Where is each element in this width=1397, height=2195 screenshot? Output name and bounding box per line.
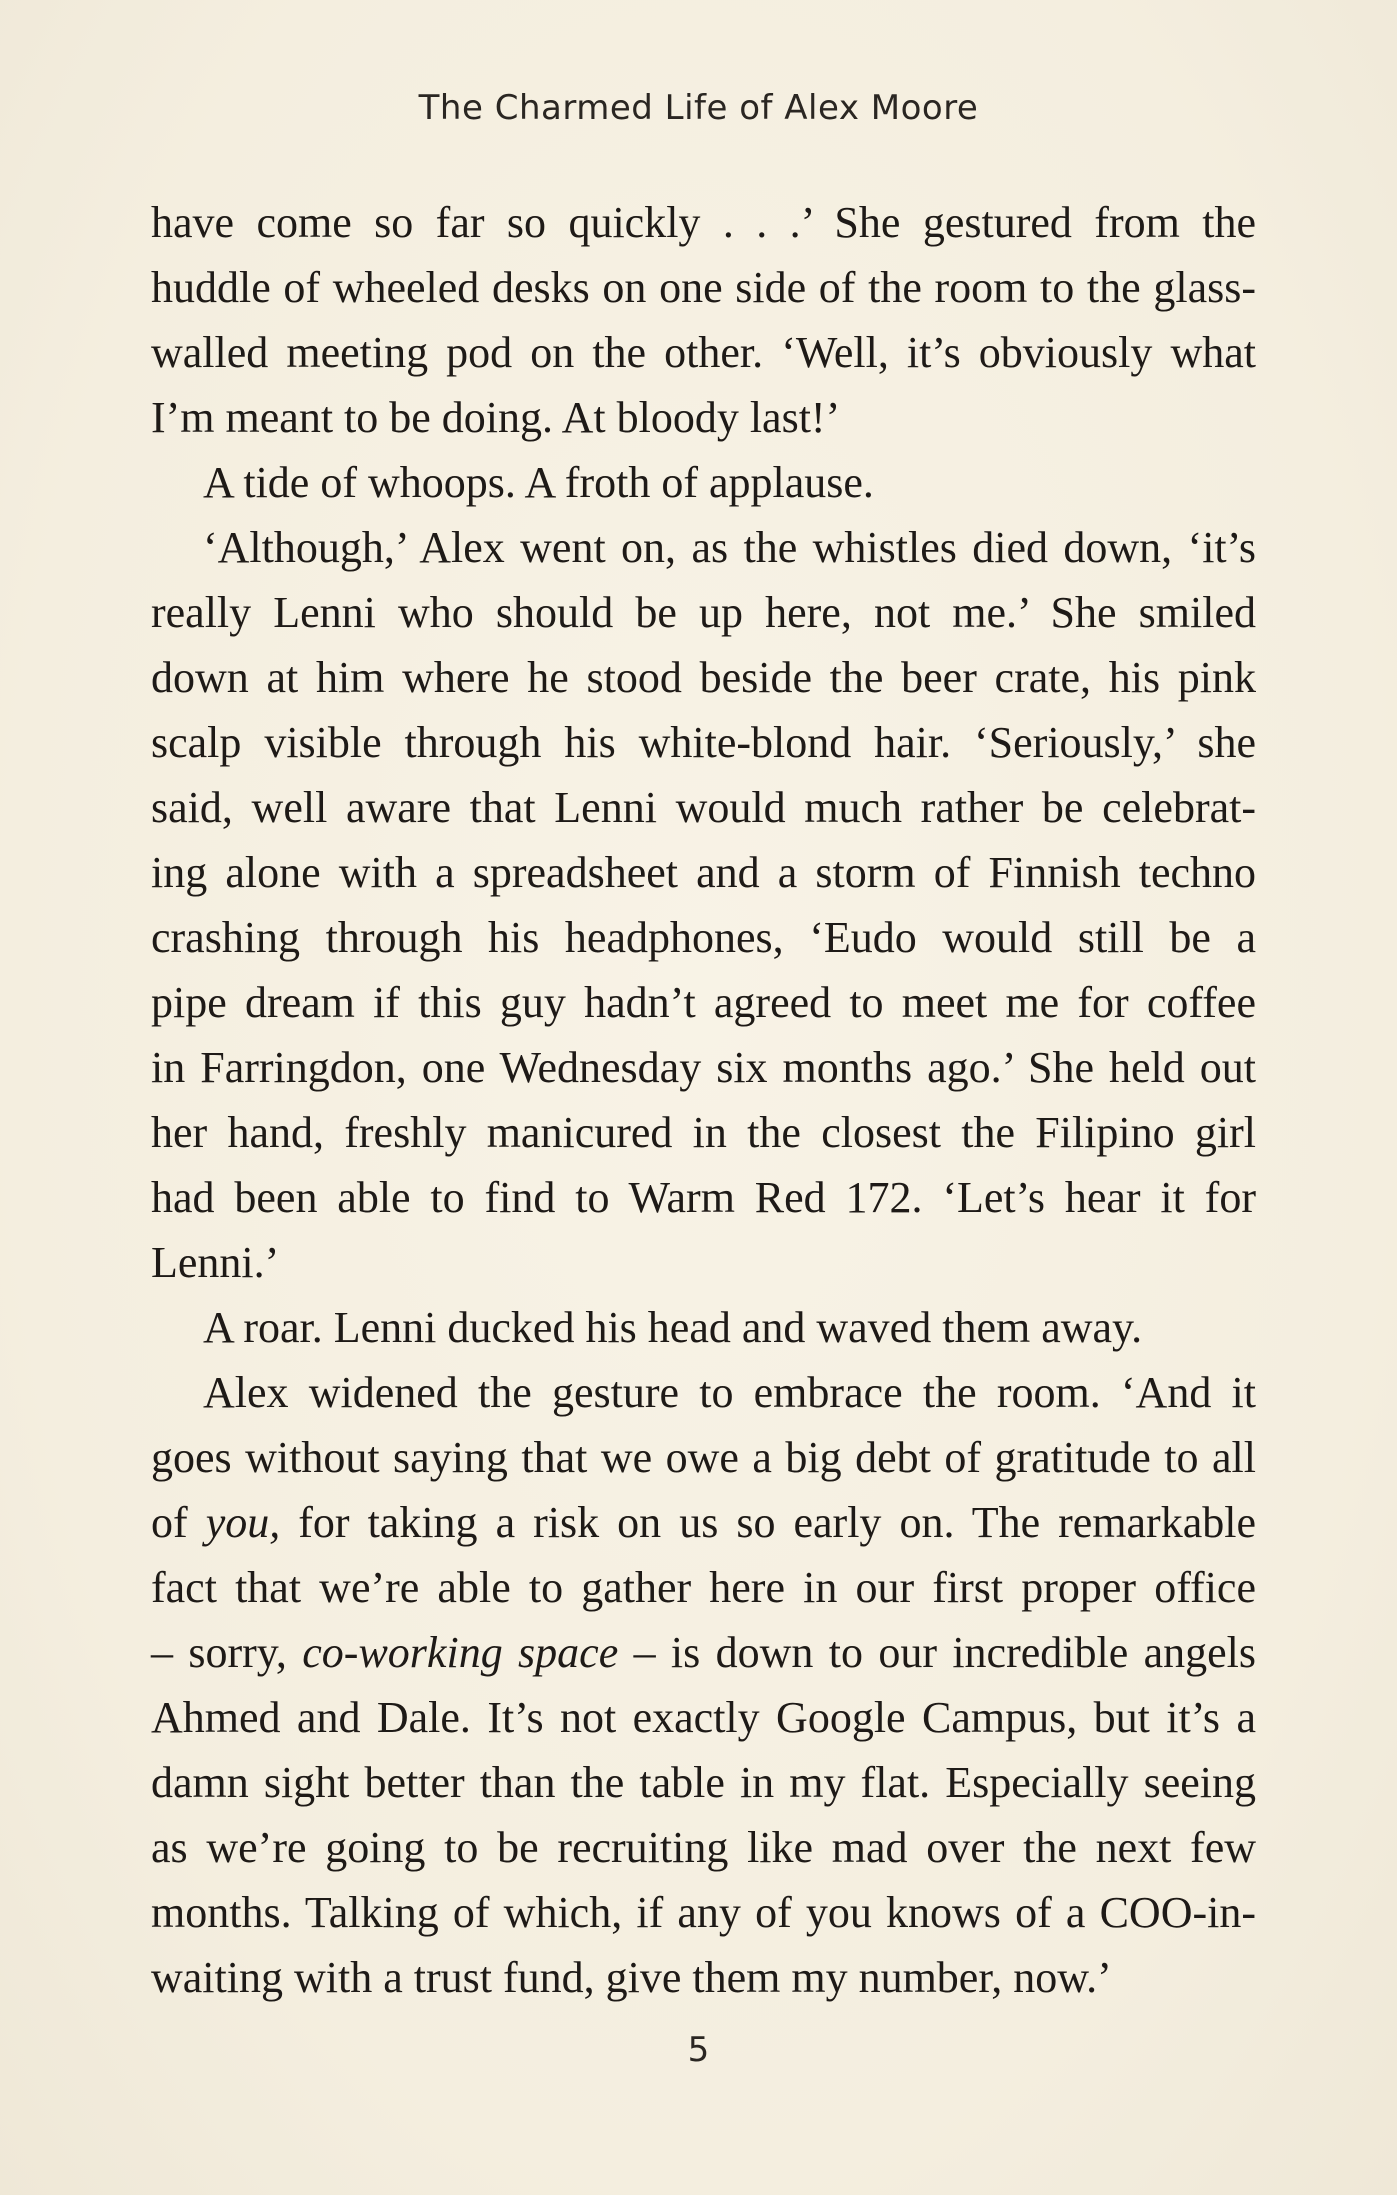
text-line: walled meeting pod on the other. ‘Well, it’s obviously what: [151, 328, 1256, 377]
text-line: ing alone with a spreadsheet and a storm of Finnish techno: [151, 848, 1256, 897]
text-line: down at him where he stood beside the beer crate, his pink: [151, 653, 1256, 702]
text-line: waiting with a trust fund, give them my number, now.’: [151, 1953, 1112, 2002]
text-line: scalp visible through his white-blond hair. ‘Seriously,’ she: [151, 718, 1256, 767]
text-line: Alex widened the gesture to embrace the room. ‘And it: [203, 1368, 1256, 1417]
text-line: said, well aware that Lenni would much rather be celebrat-: [151, 783, 1256, 832]
text-line: had been able to find to Warm Red 172. ‘Let’s hear it for: [151, 1173, 1256, 1222]
text-line: pipe dream if this guy hadn’t agreed to meet me for coffee: [151, 978, 1256, 1027]
text-line: ‘Although,’ Alex went on, as the whistles died down, ‘it’s: [203, 523, 1256, 572]
text-line: her hand, freshly manicured in the closest the Filipino girl: [151, 1108, 1256, 1157]
page-number: 5: [687, 2030, 710, 2070]
text-line: I’m meant to be doing. At bloody last!’: [151, 393, 841, 442]
text-line: huddle of wheeled desks on one side of the room to the glass-: [151, 263, 1256, 312]
text-line: A tide of whoops. A froth of applause.: [203, 458, 874, 507]
text-line: months. Talking of which, if any of you knows of a COO-in-: [151, 1888, 1256, 1937]
text-line: of you, for taking a risk on us so early on. The remarkable: [151, 1498, 1256, 1547]
text-line: crashing through his headphones, ‘Eudo would still be a: [151, 913, 1256, 962]
text-line: in Farringdon, one Wednesday six months ago.’ She held out: [151, 1043, 1256, 1092]
text-line: Lenni.’: [151, 1238, 280, 1287]
text-line: as we’re going to be recruiting like mad over the next few: [151, 1823, 1256, 1872]
text-line: – sorry, co-working space – is down to our incredible angels: [151, 1628, 1257, 1677]
text-line: have come so far so quickly . . .’ She gestured from the: [151, 198, 1256, 247]
text-line: A roar. Lenni ducked his head and waved them away.: [203, 1303, 1143, 1352]
text-line: goes without saying that we owe a big debt of gratitude to all: [151, 1433, 1256, 1482]
text-line: damn sight better than the table in my flat. Especially seeing: [151, 1758, 1256, 1807]
text-line: really Lenni who should be up here, not me.’ She smiled: [151, 588, 1256, 637]
text-line: fact that we’re able to gather here in our first proper office: [151, 1563, 1256, 1612]
body-text: [151, 190, 1256, 2010]
running-head: The Charmed Life of Alex Moore: [418, 88, 979, 128]
text-line: Ahmed and Dale. It’s not exactly Google Campus, but it’s a: [151, 1693, 1256, 1742]
